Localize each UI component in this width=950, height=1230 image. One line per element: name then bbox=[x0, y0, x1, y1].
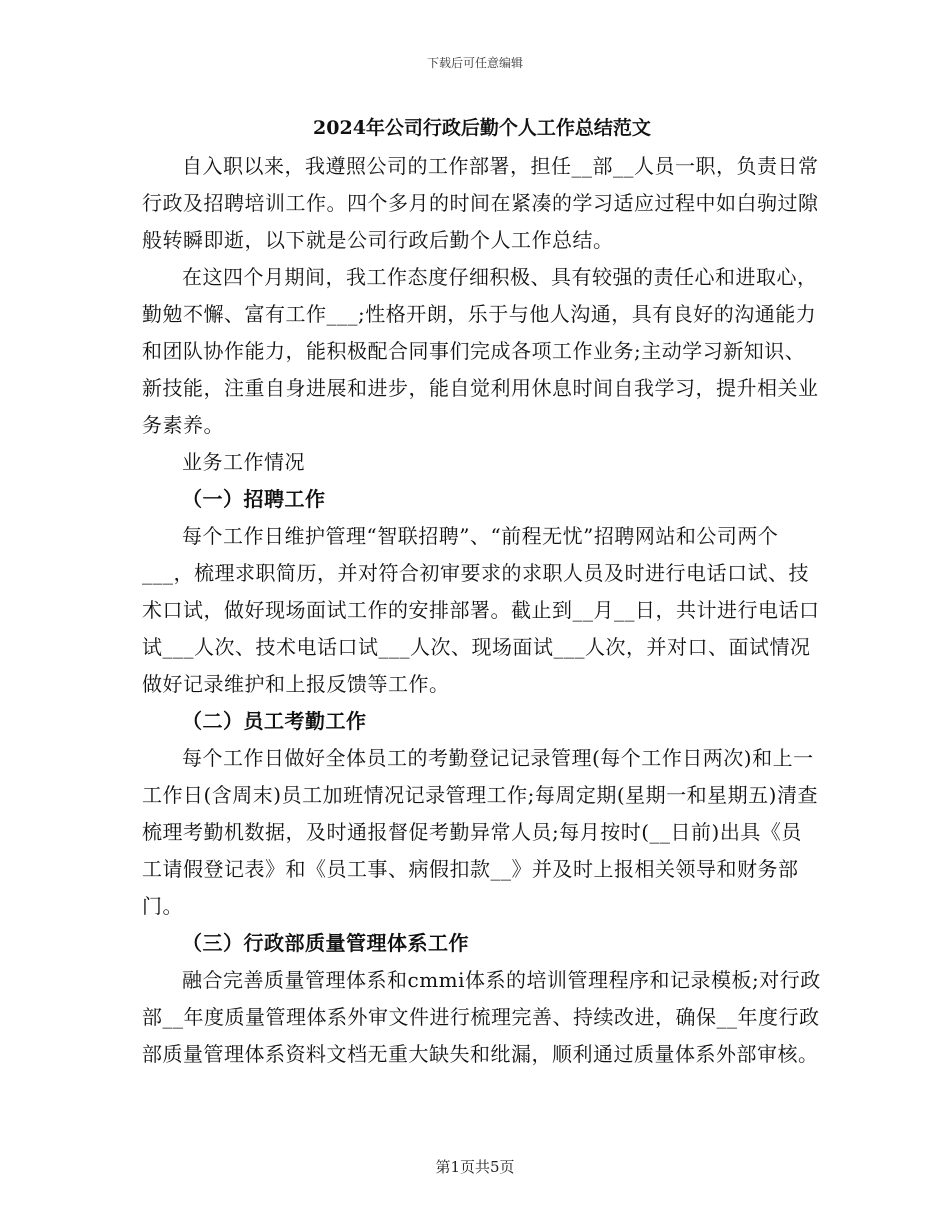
section-body-quality: 融合完善质量管理体系和cmmi体系的培训管理程序和记录模板;对行政部__年度质量管理体系外审文件进行梳理完善、持续改进，确保__年度行政部质量管理体系资料文档无重大缺失和纰漏，顺利通过质量体系外部审核。 bbox=[142, 968, 821, 1066]
section-label: 业务工作情况 bbox=[182, 450, 305, 474]
section-body-recruitment: 每个工作日维护管理“智联招聘”、“前程无忧”招聘网站和公司两个___，梳理求职简历，并对符合初审要求的求职人员及时进行电话口试、技术口试，做好现场面试工作的安排部署。截止到__月__日，共计进行电话口试___人次、技术电话口试___人次、现场面试___人次，并对口、面试情况做好记录维护和上报反馈等工作。 bbox=[142, 524, 820, 696]
document-body bbox=[142, 114, 822, 1073]
section-heading-attendance: （二）员工考勤工作 bbox=[182, 709, 367, 733]
section-body-attendance: 每个工作日做好全体员工的考勤登记记录管理(每个工作日两次)和上一工作日(含周末)员工加班情况记录管理工作;每周定期(星期一和星期五)清查梳理考勤机数据，及时通报督促考勤异常人员;每月按时(__日前)出具《员工请假登记表》和《员工事、病假扣款__》并及时上报相关领导和财务部门。 bbox=[142, 746, 818, 918]
section-heading-quality: （三）行政部质量管理体系工作 bbox=[182, 931, 469, 955]
page-header-note: 下载后可任意编辑 bbox=[426, 56, 523, 70]
intro-paragraph: 自入职以来，我遵照公司的工作部署，担任__部__人员一职，负责日常行政及招聘培训工作。四个多月的时间在紧凑的学习适应过程中如白驹过隙般转瞬即逝，以下就是公司行政后勤个人工作总结。 bbox=[142, 154, 819, 252]
attitude-paragraph: 在这四个月期间，我工作态度仔细积极、具有较强的责任心和进取心，勤勉不懈、富有工作___;性格开朗，乐于与他人沟通，具有良好的沟通能力和团队协作能力，能积极配合同事们完成各项工作业务;主动学习新知识、新技能，注重自身进展和进步，能自觉利用休息时间自我学习，提升相关业务素养。 bbox=[142, 265, 819, 437]
section-heading-recruitment: （一）招聘工作 bbox=[182, 487, 326, 511]
document-title: 2024年公司行政后勤个人工作总结范文 bbox=[313, 117, 651, 139]
page-number: 第1页共5页 bbox=[435, 1158, 515, 1176]
